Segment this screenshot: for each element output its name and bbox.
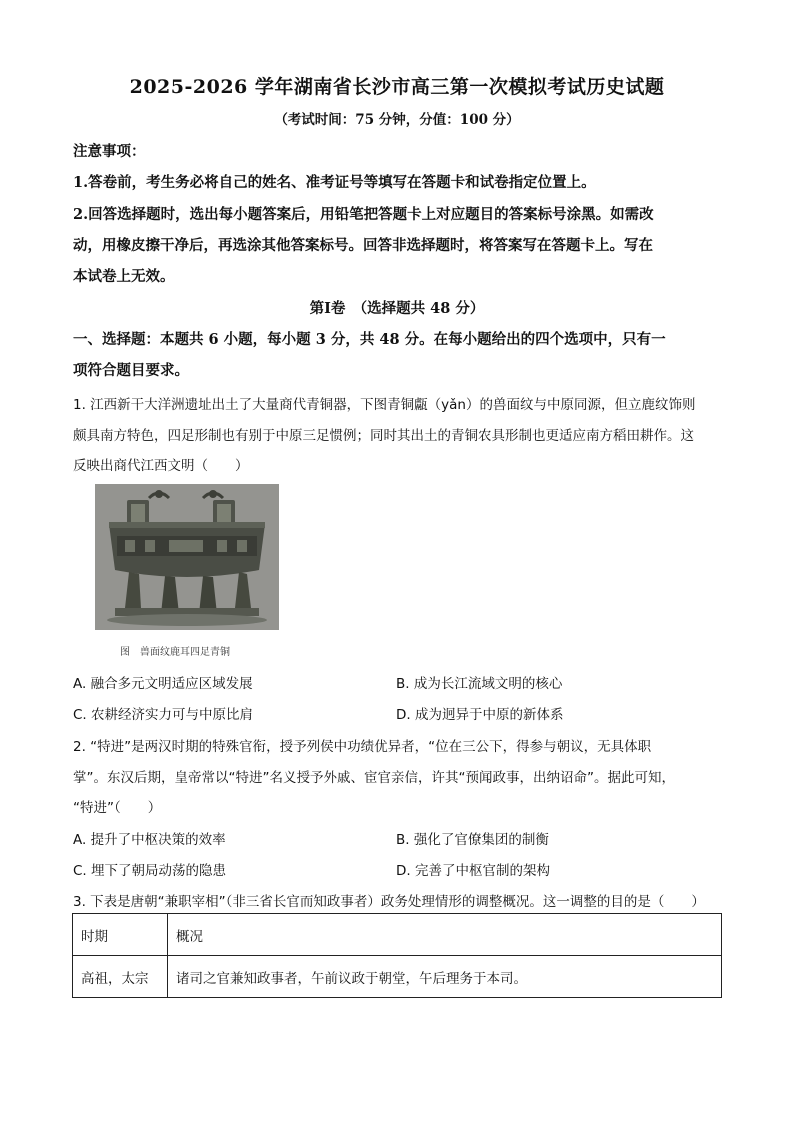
table-cell: 高祖，太宗 <box>73 956 168 998</box>
q2-stem-line-2: 掌”。东汉后期，皇帝常以“特进”名义授予外戚、宦官亲信，许其“预闻政事，出纳诏命”。据此可知， <box>73 770 675 786</box>
bronze-vessel-illustration <box>95 484 279 630</box>
exam-info: （考试时间：75 分钟，分值：100 分） <box>274 112 520 128</box>
q2-option-b: B. 强化了官僚集团的制衡 <box>396 832 549 848</box>
q1-stem-line-1: 1. 江西新干大洋洲遗址出土了大量商代青铜器，下图青铜甗（yǎn）的兽面纹与中原同源，但立鹿纹饰则 <box>73 397 696 413</box>
q2-option-c: C. 埋下了朝局动荡的隐患 <box>73 863 227 879</box>
q1-stem-line-2: 颇具南方特色，四足形制也有别于中原三足惯例；同时其出土的青铜农具形制也更适应南方稻田耕作。这 <box>73 428 694 444</box>
q1-stem-line-3: 反映出商代江西文明（ ） <box>73 458 249 474</box>
q1-option-c: C. 农耕经济实力可与中原比肩 <box>73 707 254 723</box>
q2-stem-line-3: “特进”（ ） <box>73 800 162 816</box>
bronze-vessel-photo <box>95 484 279 630</box>
page-title: 2025-2026 学年湖南省长沙市高三第一次模拟考试历史试题 <box>129 76 665 98</box>
table-row <box>73 956 722 998</box>
q3-stem-line-1: 3. 下表是唐朝“兼职宰相”（非三省长官而知政事者）政务处理情形的调整概况。这一调整的目的是（ ） <box>73 894 705 910</box>
q1-option-a: A. 融合多元文明适应区域发展 <box>73 676 253 692</box>
section-instruction-line-1: 一、选择题：本题共 6 小题，每小题 3 分，共 48 分。在每小题给出的四个选项中，只有一 <box>73 331 666 348</box>
table-header-row <box>73 914 722 956</box>
table-header-cell: 概况 <box>168 914 722 956</box>
section-title: 第Ⅰ卷 （选择题共 48 分） <box>309 300 485 317</box>
notice-item-2-line-1: 2.回答选择题时，选出每小题答案后，用铅笔把答题卡上对应题目的答案标号涂黑。如需改 <box>73 206 654 223</box>
q2-stem-line-1: 2. “特进”是两汉时期的特殊官衔，授予列侯中功绩优异者，“位在三公下，得参与朝议，无具体职 <box>73 739 652 755</box>
notice-item-2-line-2: 动，用橡皮擦干净后，再选涂其他答案标号。回答非选择题时，将答案写在答题卡上。写在 <box>73 237 653 254</box>
table-cell: 诸司之官兼知政事者，午前议政于朝堂，午后理务于本司。 <box>168 956 722 998</box>
table-header-cell: 时期 <box>73 914 168 956</box>
q1-option-b: B. 成为长江流域文明的核心 <box>396 676 563 692</box>
section-instruction-line-2: 项符合题目要求。 <box>73 362 189 379</box>
notice-item-1: 1.答卷前，考生务必将自己的姓名、准考证号等填写在答题卡和试卷指定位置上。 <box>73 174 596 191</box>
q3-table <box>72 913 722 998</box>
q2-option-a: A. 提升了中枢决策的效率 <box>73 832 226 848</box>
notice-heading: 注意事项： <box>73 143 146 160</box>
q2-option-d: D. 完善了中枢官制的架构 <box>396 863 550 879</box>
figure-caption: 图 兽面纹鹿耳四足青铜 <box>120 647 230 658</box>
q1-option-d: D. 成为迥异于中原的新体系 <box>396 707 564 723</box>
notice-item-2-line-3: 本试卷上无效。 <box>73 268 175 285</box>
